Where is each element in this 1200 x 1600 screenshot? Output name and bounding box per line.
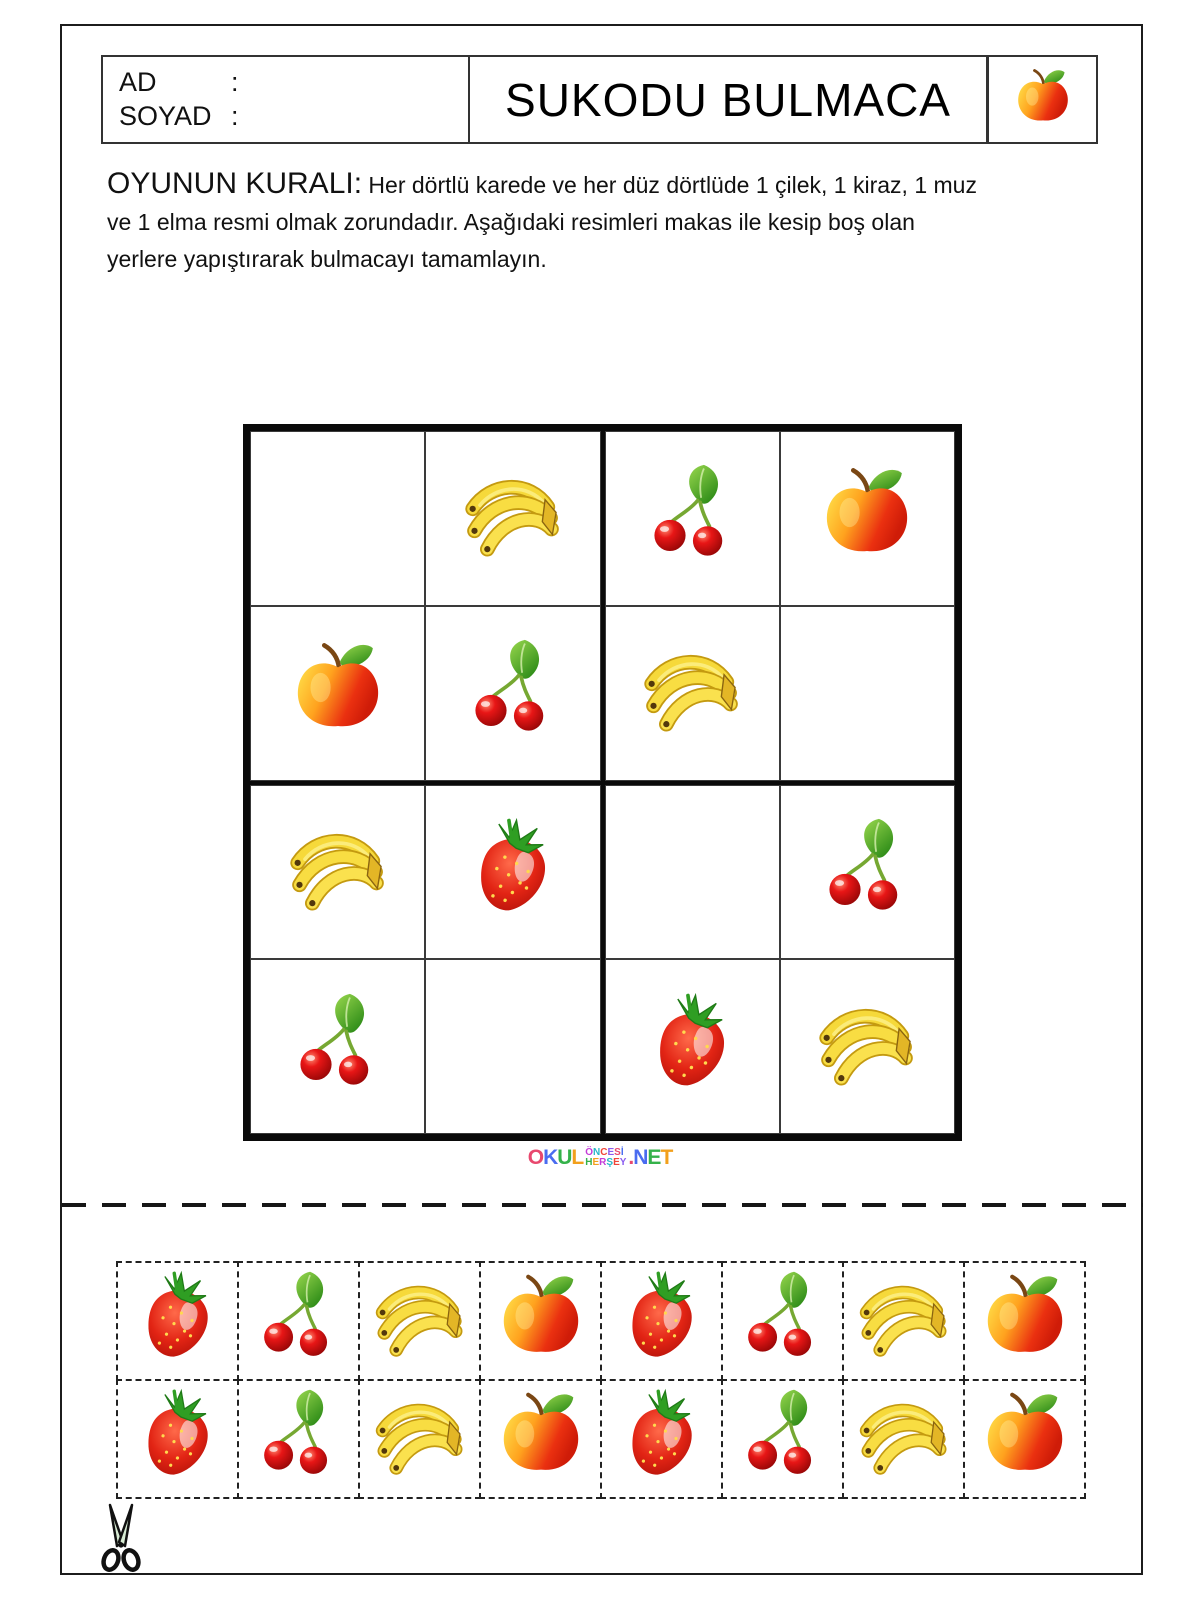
- apple-icon: [490, 1388, 592, 1490]
- sudoku-grid: [243, 424, 962, 1141]
- scissors-icon: [95, 1502, 147, 1576]
- cutout-piece-apple-r1c4[interactable]: [479, 1261, 602, 1381]
- logo-text: Ö N C E S İ: [585, 1147, 624, 1158]
- cherry-icon: [248, 1270, 350, 1372]
- cutout-piece-cherry-r1c6[interactable]: [721, 1261, 844, 1381]
- rules-text: [107, 165, 1007, 278]
- cutout-piece-banana-r2c3[interactable]: [358, 1379, 481, 1499]
- cutout-piece-strawberry-r2c1[interactable]: [116, 1379, 239, 1499]
- surname-colon: :: [231, 101, 239, 131]
- logo-text: O K U L: [527, 1146, 584, 1169]
- sudoku-cell-r2c1-apple: [250, 606, 425, 781]
- banana-icon: [853, 1270, 955, 1372]
- surname-field[interactable]: [239, 99, 247, 133]
- sudoku-block-4: [603, 783, 958, 1137]
- strawberry-icon: [611, 1270, 713, 1372]
- sudoku-cell-r1c1-empty[interactable]: [250, 431, 425, 606]
- cutout-grid: [117, 1262, 1085, 1498]
- sudoku-block-2: [603, 429, 958, 783]
- sudoku-cell-r3c1-banana: [250, 785, 425, 960]
- cutout-piece-strawberry-r2c5[interactable]: [600, 1379, 723, 1499]
- surname-row: [119, 99, 468, 133]
- banana-icon: [637, 638, 747, 748]
- cherry-icon: [812, 817, 922, 927]
- cherry-icon: [732, 1388, 834, 1490]
- strawberry-icon: [637, 992, 747, 1102]
- rules-label: OYUNUN KURALI:: [107, 167, 363, 200]
- banana-icon: [853, 1388, 955, 1490]
- apple-icon: [490, 1270, 592, 1372]
- sudoku-block-3: [248, 783, 603, 1137]
- name-label: AD: [119, 67, 157, 97]
- cherry-icon: [248, 1388, 350, 1490]
- sudoku-cell-r4c1-cherry: [250, 959, 425, 1134]
- cutout-piece-banana-r1c7[interactable]: [842, 1261, 965, 1381]
- cutout-piece-cherry-r2c6[interactable]: [721, 1379, 844, 1499]
- sudoku-cell-r1c3-cherry: [605, 431, 780, 606]
- surname-label: SOYAD: [119, 101, 212, 131]
- logo-stack: [585, 1148, 626, 1168]
- cutout-piece-cherry-r1c2[interactable]: [237, 1261, 360, 1381]
- sudoku-cell-r1c4-apple: [780, 431, 955, 606]
- sudoku-cell-r1c2-banana: [425, 431, 600, 606]
- logo-text: H E R Ş E Y: [585, 1157, 627, 1168]
- sudoku-cell-r2c3-banana: [605, 606, 780, 781]
- cherry-icon: [732, 1270, 834, 1372]
- strawberry-icon: [127, 1270, 229, 1372]
- sudoku-cell-r4c3-strawberry: [605, 959, 780, 1134]
- strawberry-icon: [611, 1388, 713, 1490]
- apple-icon: [1009, 66, 1077, 134]
- apple-icon: [974, 1388, 1076, 1490]
- banana-icon: [458, 463, 568, 573]
- apple-icon: [283, 638, 393, 748]
- page-title: SUKODU BULMACA: [468, 55, 988, 144]
- cutout-piece-apple-r2c8[interactable]: [963, 1379, 1086, 1499]
- logo-text: . N E T: [628, 1146, 673, 1169]
- sudoku-cell-r4c4-banana: [780, 959, 955, 1134]
- sudoku-block-1: [248, 429, 603, 783]
- sudoku-cell-r2c2-cherry: [425, 606, 600, 781]
- rules-line-2: ve 1 elma resmi olmak zorundadır. Aşağıdaki resimleri makas ile kesip boş olan: [107, 209, 915, 235]
- site-logo: [0, 1146, 1200, 1170]
- sudoku-cell-r2c4-empty[interactable]: [780, 606, 955, 781]
- strawberry-icon: [458, 817, 568, 927]
- rules-line-3: yerlere yapıştırarak bulmacayı tamamlayın.: [107, 246, 547, 272]
- header-apple-badge: [987, 55, 1098, 144]
- rules-line-1: OYUNUN KURALI: Her dörtlü karede ve her düz dörtlüde 1 çilek, 1 kiraz, 1 muz: [107, 167, 977, 200]
- banana-icon: [283, 817, 393, 927]
- strawberry-icon: [127, 1388, 229, 1490]
- cutout-piece-cherry-r2c2[interactable]: [237, 1379, 360, 1499]
- banana-icon: [369, 1388, 471, 1490]
- sudoku-cell-r3c4-cherry: [780, 785, 955, 960]
- sudoku-cell-r3c3-empty[interactable]: [605, 785, 780, 960]
- cutout-piece-apple-r1c8[interactable]: [963, 1261, 1086, 1381]
- cutout-piece-strawberry-r1c5[interactable]: [600, 1261, 723, 1381]
- apple-icon: [974, 1270, 1076, 1372]
- cut-line: [62, 1203, 1143, 1207]
- sudoku-cell-r4c2-empty[interactable]: [425, 959, 600, 1134]
- cutout-piece-strawberry-r1c1[interactable]: [116, 1261, 239, 1381]
- apple-icon: [812, 463, 922, 573]
- name-field[interactable]: [239, 65, 247, 99]
- cherry-icon: [637, 463, 747, 573]
- name-colon: :: [231, 67, 239, 97]
- cutout-piece-banana-r1c3[interactable]: [358, 1261, 481, 1381]
- cherry-icon: [458, 638, 568, 748]
- cutout-piece-banana-r2c7[interactable]: [842, 1379, 965, 1499]
- name-surname-box: [101, 55, 470, 144]
- banana-icon: [812, 992, 922, 1102]
- name-row: [119, 65, 468, 99]
- sudoku-cell-r3c2-strawberry: [425, 785, 600, 960]
- banana-icon: [369, 1270, 471, 1372]
- cutout-piece-apple-r2c4[interactable]: [479, 1379, 602, 1499]
- cherry-icon: [283, 992, 393, 1102]
